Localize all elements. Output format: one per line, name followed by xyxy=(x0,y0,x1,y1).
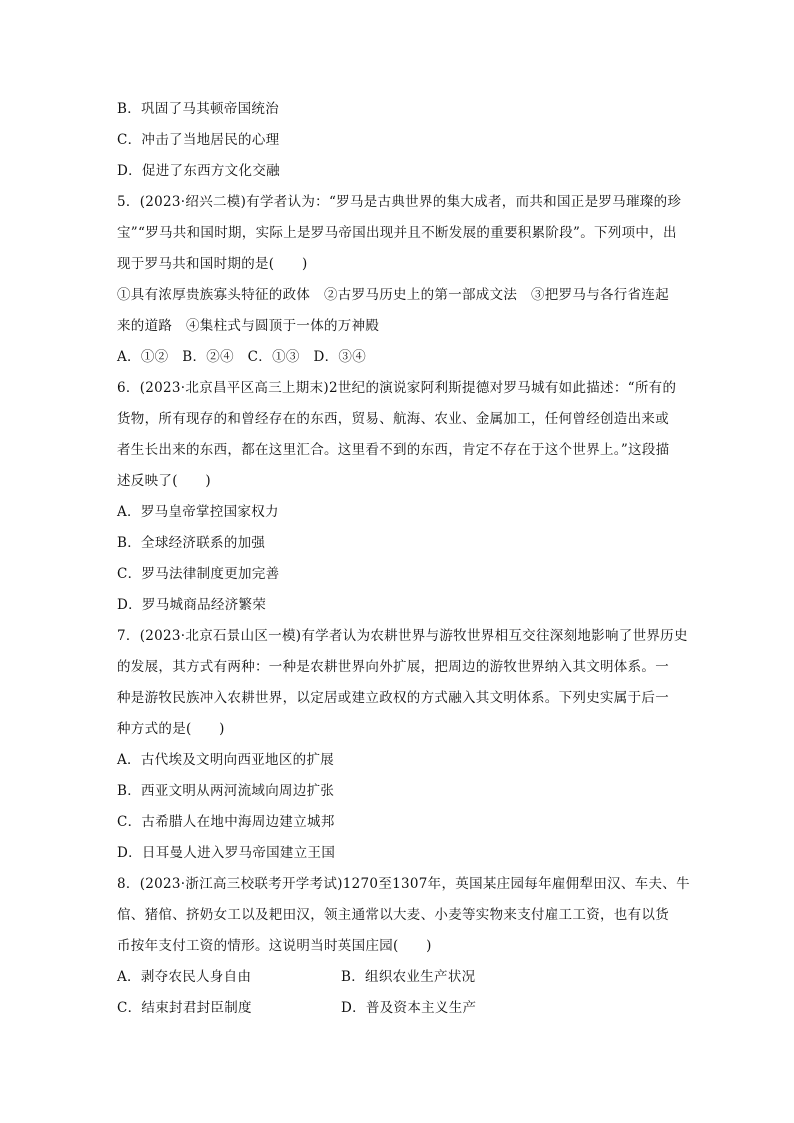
q8-option-b: B．组织农业生产状况 xyxy=(341,969,476,985)
q7-stem-line-1: 7．(2023·北京石景山区一模)有学者认为农耕世界与游牧世界相互交往深刻地影响了世界历史 xyxy=(117,628,688,644)
q8-stem-line-2: 倌、猪倌、挤奶女工以及耙田汉，领主通常以大麦、小麦等实物来支付雇工工资，也有以货 xyxy=(117,907,669,923)
q6-stem-line-2: 货物，所有现存的和曾经存在的东西，贸易、航海、农业、金属加工，任何曾经创造出来或 xyxy=(117,411,669,427)
q7-option-a: A．古代埃及文明向西亚地区的扩展 xyxy=(117,752,335,768)
q8-option-a: A．剥夺农民人身自由 xyxy=(117,969,252,985)
q7-option-d: D．日耳曼人进入罗马帝国建立王国 xyxy=(117,845,336,861)
q5-stem-line-1: 5．(2023·绍兴二模)有学者认为：“罗马是古典世界的集大成者，而共和国正是罗马璀璨的珍 xyxy=(117,194,682,210)
q7-stem-line-2: 的发展，其方式有两种：一种是农耕世界向外扩展，把周边的游牧世界纳入其文明体系。一 xyxy=(117,659,669,675)
q6-option-c: C．罗马法律制度更加完善 xyxy=(117,566,280,582)
q4-option-c: C．冲击了当地居民的心理 xyxy=(117,132,280,148)
q5-stem-line-3: 现于罗马共和国时期的是( ) xyxy=(117,256,308,272)
q4-option-b: B．巩固了马其顿帝国统治 xyxy=(117,101,280,117)
q7-option-c: C．古希腊人在地中海周边建立城邦 xyxy=(117,814,335,830)
q5-items-line-1: ①具有浓厚贵族寡头特征的政体 ②古罗马历史上的第一部成文法 ③把罗马与各行省连起 xyxy=(117,287,669,303)
q8-option-d: D．普及资本主义生产 xyxy=(341,1000,477,1016)
q6-option-a: A．罗马皇帝掌控国家权力 xyxy=(117,504,279,520)
q6-stem-line-3: 者生长出来的东西，都在这里汇合。这里看不到的东西，肯定不存在于这个世界上。”这段描 xyxy=(117,442,670,458)
q7-stem-line-4: 种方式的是( ) xyxy=(117,721,225,737)
q6-option-d: D．罗马城商品经济繁荣 xyxy=(117,597,267,613)
q5-items-line-2: 来的道路 ④集柱式与圆顶于一体的万神殿 xyxy=(117,318,380,334)
q8-option-c: C．结束封君封臣制度 xyxy=(117,1000,252,1016)
q6-stem-line-4: 述反映了( ) xyxy=(117,473,211,489)
q5-stem-line-2: 宝”“罗马共和国时期，实际上是罗马帝国出现并且不断发展的重要积累阶段”。下列项中，出 xyxy=(117,225,677,241)
q5-options: A．①② B．②④ C．①③ D．③④ xyxy=(117,349,367,365)
q8-stem-line-1: 8．(2023·浙江高三校联考开学考试)1270至1307年，英国某庄园每年雇佣犁田汉、车夫、牛 xyxy=(117,876,690,892)
q8-stem-line-3: 币按年支付工资的情形。这说明当时英国庄园( ) xyxy=(117,938,432,954)
q4-option-d: D．促进了东西方文化交融 xyxy=(117,163,280,179)
q7-stem-line-3: 种是游牧民族冲入农耕世界，以定居或建立政权的方式融入其文明体系。下列史实属于后一 xyxy=(117,690,669,706)
q6-option-b: B．全球经济联系的加强 xyxy=(117,535,266,551)
q7-option-b: B．西亚文明从两河流域向周边扩张 xyxy=(117,783,335,799)
q6-stem-line-1: 6．(2023·北京昌平区高三上期末)2世纪的演说家阿利斯提德对罗马城有如此描述：“所有的 xyxy=(117,380,677,396)
